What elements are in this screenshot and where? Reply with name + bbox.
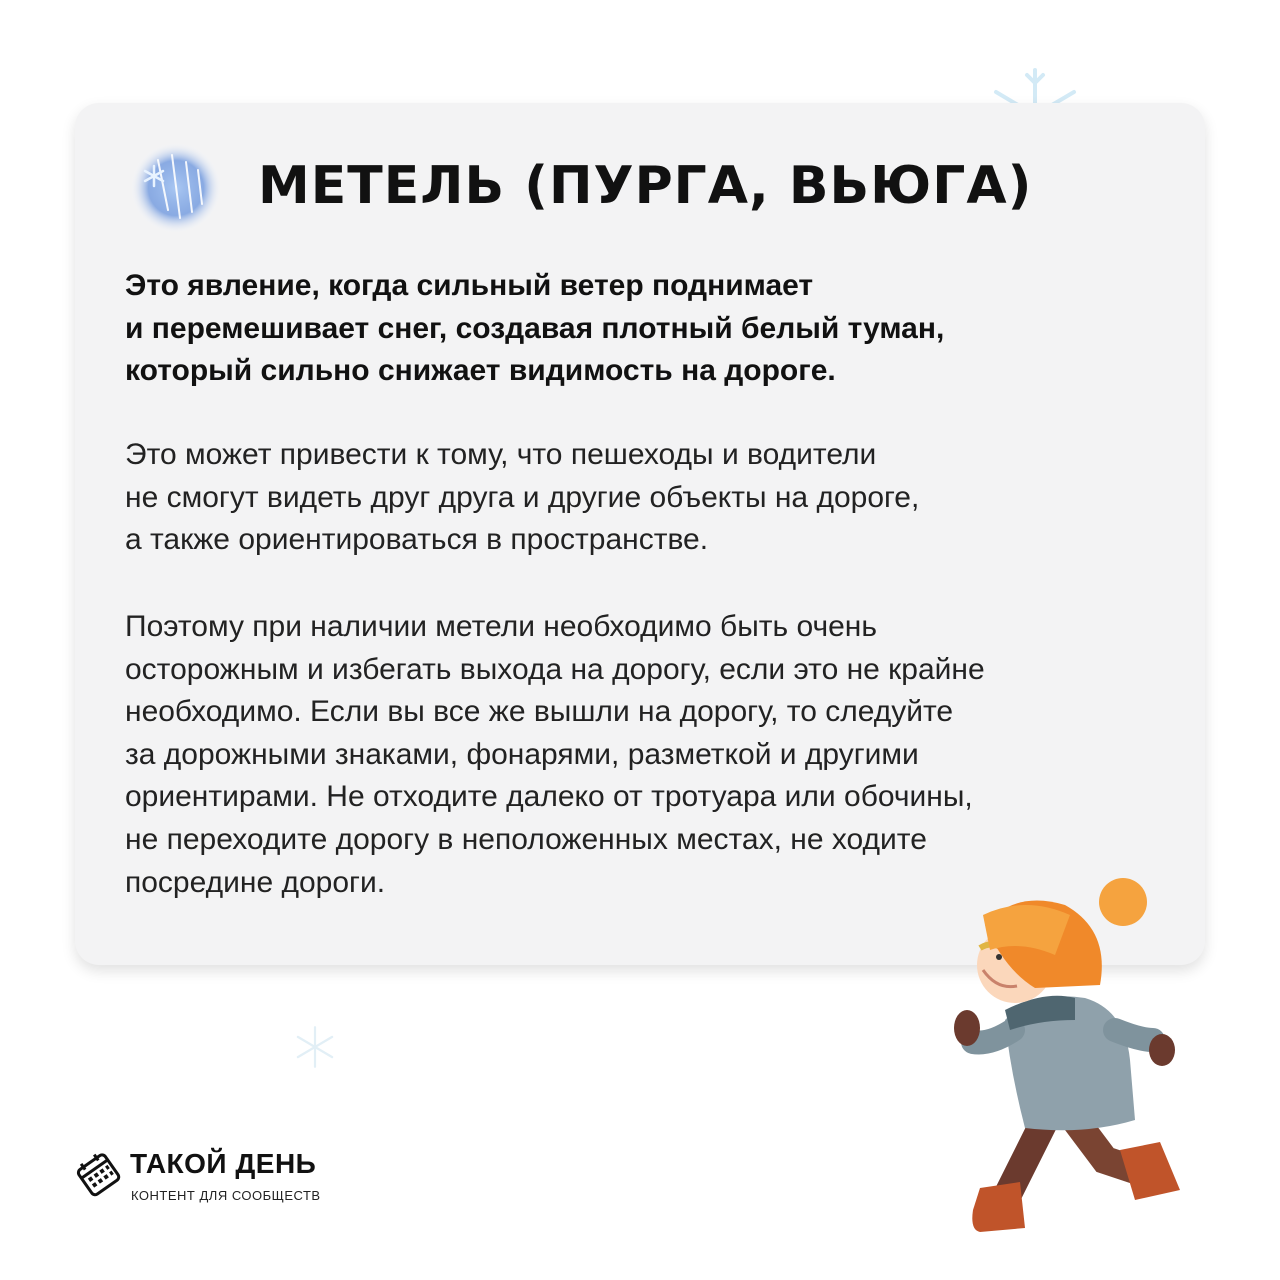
text-line: который сильно снижает видимость на дороге. — [125, 354, 836, 388]
text-line: и перемешивает снег, создавая плотный белый туман, — [125, 311, 945, 345]
text-line: Поэтому при наличии метели необходимо быть очень — [125, 610, 878, 643]
text-line: Это может привести к тому, что пешеходы и водители — [125, 438, 877, 471]
text-line: необходимо. Если вы все же вышли на дорогу, то следуйте — [125, 695, 954, 729]
paragraph-advice — [125, 606, 1165, 904]
text-line: а также ориентироваться в пространстве. — [125, 523, 709, 557]
calendar-icon — [74, 1150, 122, 1198]
text-line: посредине дороги. — [125, 865, 386, 899]
text-line: ориентирами. Не отходите далеко от тротуара или обочины, — [125, 780, 973, 814]
walking-child-illustration — [935, 870, 1205, 1250]
paragraph-definition — [125, 265, 1165, 393]
page-title: МЕТЕЛЬ (ПУРГА, ВЬЮГА) — [258, 156, 1033, 216]
text-line: осторожным и избегать выхода на дорогу, если это не крайне — [125, 652, 985, 686]
text-line: не смогут видеть друг друга и другие объекты на дороге, — [125, 480, 920, 514]
brand-logo[interactable] — [74, 1148, 364, 1208]
blizzard-icon — [128, 140, 224, 236]
text-line: за дорожными знаками, фонарями, разметкой и другими — [125, 737, 919, 771]
logo-title: ТАКОЙ ДЕНЬ — [130, 1148, 317, 1179]
paragraph-consequences — [125, 434, 1165, 562]
text-line: не переходите дорогу в неположенных местах, не ходите — [125, 822, 927, 856]
text-line: Это явление, когда сильный ветер поднимает — [125, 269, 814, 302]
snowflake-icon — [293, 1025, 337, 1069]
logo-subtitle: КОНТЕНТ ДЛЯ СООБЩЕСТВ — [131, 1188, 321, 1203]
